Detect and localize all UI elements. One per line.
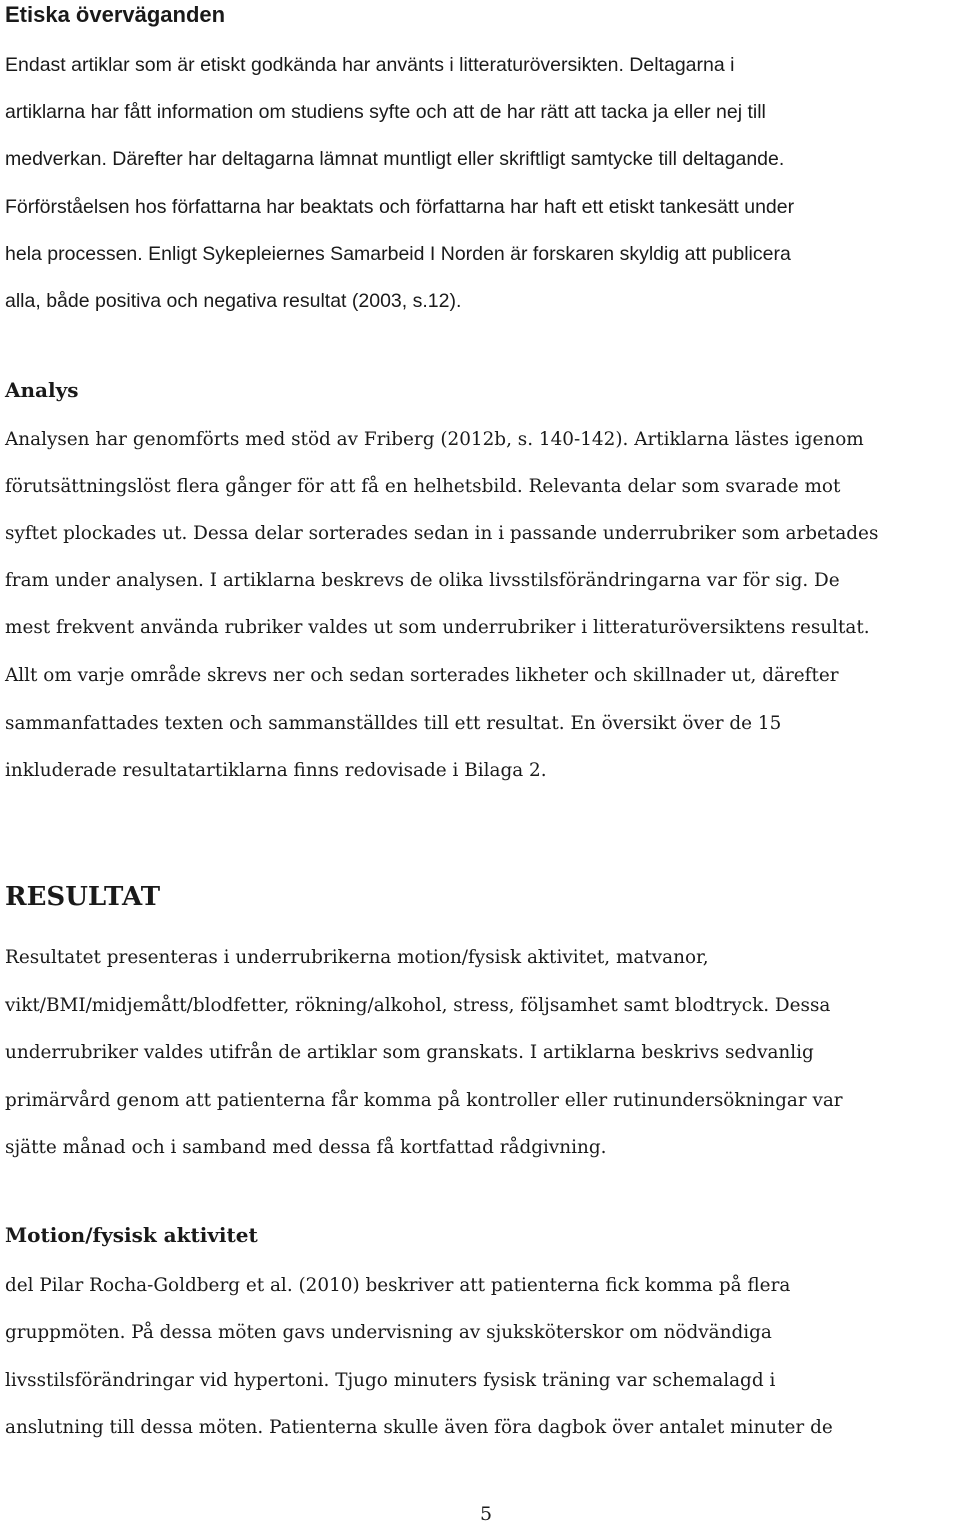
- analys-line: fram under analysen. I artiklarna beskrevs de olika livsstilsförändringarna var för sig. De: [5, 570, 840, 591]
- ethics-line: hela processen. Enligt Sykepleiernes Samarbeid I Norden är forskaren skyldig att publicera: [5, 243, 791, 265]
- motion-line: livsstilsförändringar vid hypertoni. Tjugo minuters fysisk träning var schemalagd i: [5, 1370, 776, 1391]
- analys-line: Analysen har genomförts med stöd av Friberg (2012b, s. 140-142). Artiklarna lästes igenom: [5, 429, 864, 450]
- ethics-line: artiklarna har fått information om studiens syfte och att de har rätt att tacka ja eller nej till: [5, 101, 766, 123]
- motion-line: del Pilar Rocha-Goldberg et al. (2010) beskriver att patienterna fick komma på flera: [5, 1275, 791, 1296]
- analys-heading: Analys: [5, 378, 79, 402]
- page-number: 5: [479, 1503, 493, 1525]
- resultat-line: underrubriker valdes utifrån de artiklar som granskats. I artiklarna beskrivs sedvanlig: [5, 1042, 814, 1063]
- resultat-line: vikt/BMI/midjemått/blodfetter, rökning/alkohol, stress, följsamhet samt blodtryck. Dessa: [5, 995, 831, 1016]
- resultat-line: primärvård genom att patienterna får komma på kontroller eller rutinundersökningar var: [5, 1090, 843, 1111]
- motion-heading: Motion/fysisk aktivitet: [5, 1223, 258, 1247]
- resultat-line: sjätte månad och i samband med dessa få kortfattad rådgivning.: [5, 1137, 607, 1158]
- ethics-line: alla, både positiva och negativa resultat (2003, s.12).: [5, 290, 462, 312]
- analys-line: mest frekvent använda rubriker valdes ut som underrubriker i litteraturöversiktens resultat.: [5, 617, 870, 638]
- resultat-line: Resultatet presenteras i underrubrikerna motion/fysisk aktivitet, matvanor,: [5, 947, 709, 968]
- analys-line: förutsättningslöst flera gånger för att få en helhetsbild. Relevanta delar som svarade mot: [5, 476, 841, 497]
- analys-line: syftet plockades ut. Dessa delar sorterades sedan in i passande underrubriker som arbetades: [5, 523, 879, 544]
- analys-line: Allt om varje område skrevs ner och sedan sorterades likheter och skillnader ut, därefter: [5, 665, 839, 686]
- ethics-line: Endast artiklar som är etiskt godkända har använts i litteraturöversikten. Deltagarna i: [5, 54, 735, 76]
- motion-line: gruppmöten. På dessa möten gavs undervisning av sjuksköterskor om nödvändiga: [5, 1322, 772, 1343]
- motion-line: anslutning till dessa möten. Patienterna skulle även föra dagbok över antalet minuter de: [5, 1417, 833, 1438]
- analys-line: sammanfattades texten och sammanställdes till ett resultat. En översikt över de 15: [5, 713, 782, 734]
- ethics-heading: Etiska överväganden: [5, 2, 226, 27]
- analys-line: inkluderade resultatartiklarna finns redovisade i Bilaga 2.: [5, 760, 547, 781]
- ethics-line: Förförståelsen hos författarna har beaktats och författarna har haft ett etiskt tankesätt under: [5, 196, 795, 218]
- ethics-line: medverkan. Därefter har deltagarna lämnat muntligt eller skriftligt samtycke till deltagande.: [5, 148, 785, 170]
- resultat-heading: RESULTAT: [5, 882, 161, 912]
